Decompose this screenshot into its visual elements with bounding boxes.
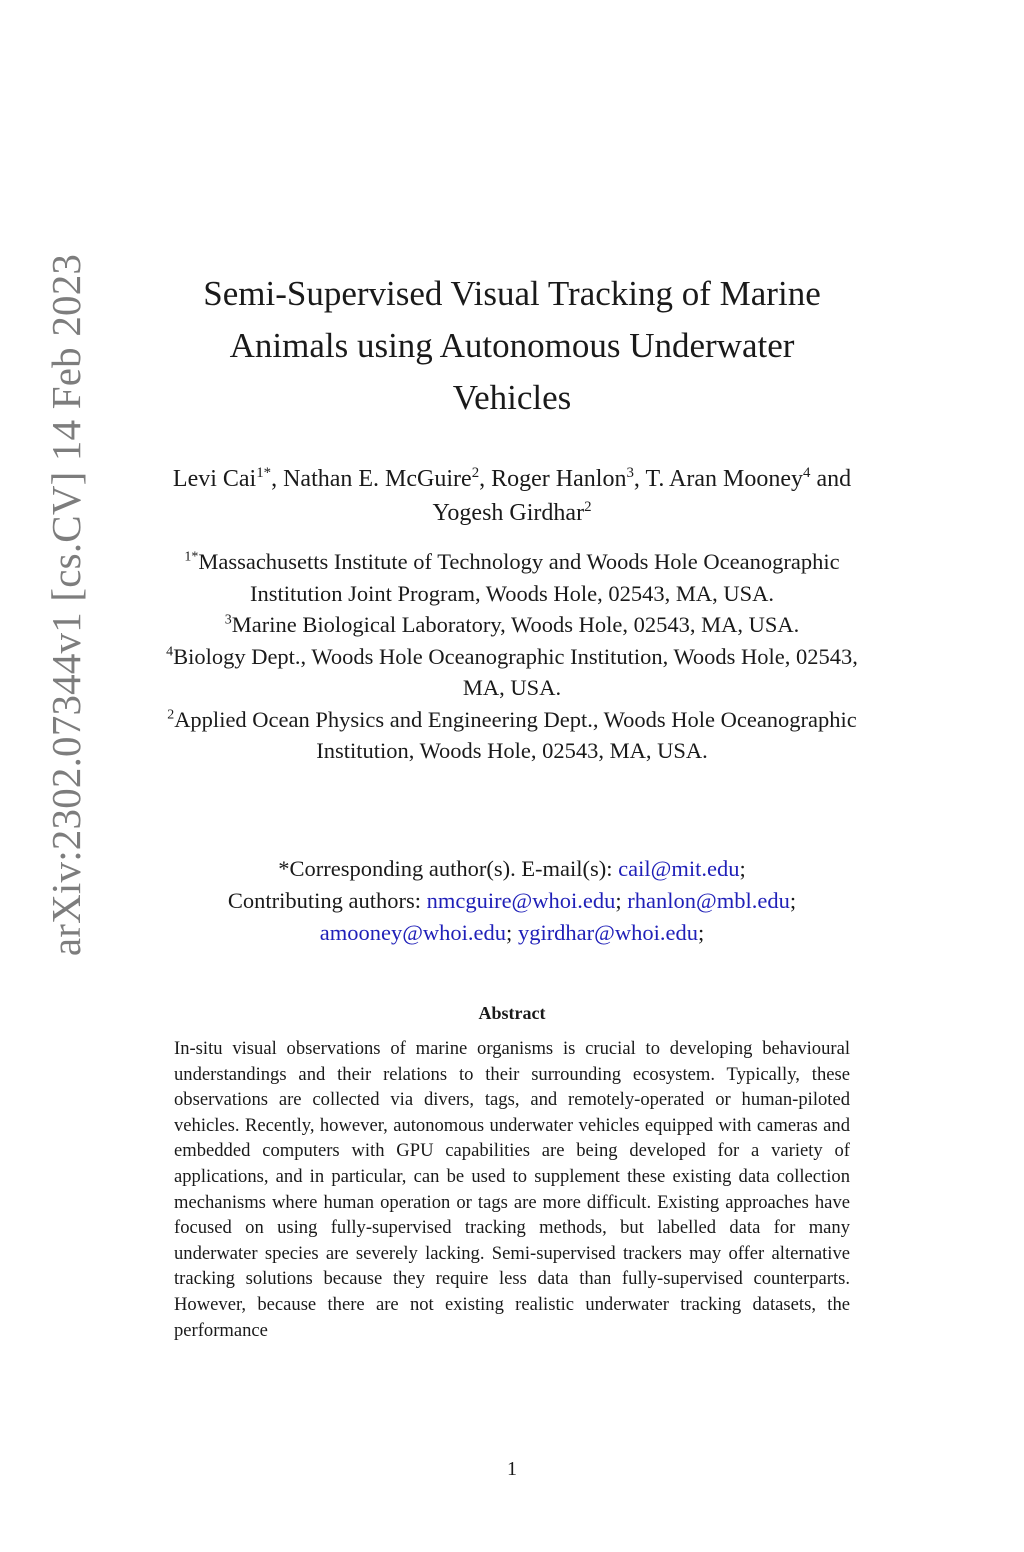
author-name: Roger Hanlon [491, 466, 627, 492]
corresponding-author-line [160, 853, 864, 885]
affiliation-text: Massachusetts Institute of Technology and Woods Hole Oceanographic Institution Joint Program, Woods Hole, 02543, MA, USA. [198, 549, 840, 606]
author-name: Levi Cai [172, 466, 257, 492]
email-link-amooney[interactable]: amooney@whoi.edu [319, 920, 507, 945]
abstract-body: In-situ visual observations of marine organisms is crucial to developing behavioural understandings and their relations to their surrounding ecosystem. Typically, these observations are collected via divers, tags, and remotely-operated or human-piloted vehicles. Recently, however, autonomous underwater vehicles equipped with cameras and embedded computers with GPU capabilities are being developed for a variety of applications, and in particular, can be used to supplement these existing data collection mechanisms where human operation or tags are more difficult. Existing approaches have focused on using fully-supervised tracking methods, but labelled data for many underwater species are severely lacking. Semi-supervised trackers may offer alternative tracking solutions because they require less data than fully-supervised counterparts. However, because there are not existing realistic underwater tracking datasets, the performance [174, 1038, 850, 1341]
affiliation [160, 704, 864, 767]
affiliation [160, 641, 864, 704]
author-name: Yogesh Girdhar [432, 500, 585, 526]
author-affil-marker: 3 [626, 465, 634, 481]
affiliation-text: Biology Dept., Woods Hole Oceanographic Institution, Woods Hole, 02543, MA, USA. [173, 643, 858, 700]
author-separator: , [633, 466, 646, 492]
contributing-authors-line-2 [160, 917, 864, 949]
affiliation-text: Applied Ocean Physics and Engineering Dept., Woods Hole Oceanographic Institution, Woods Hole, 02543, MA, USA. [174, 706, 857, 763]
affiliation-list [160, 546, 864, 767]
corresponding-label: *Corresponding author(s). E-mail(s): [278, 856, 619, 881]
paper-title [160, 268, 864, 424]
email-separator: ; [789, 888, 797, 913]
affiliation-marker: 1* [184, 549, 199, 565]
author-affil-marker: 1* [256, 465, 272, 481]
contributing-label: Contributing authors: [227, 888, 427, 913]
arxiv-watermark: arXiv:2302.07344v1 [cs.CV] 14 Feb 2023 [43, 253, 89, 957]
email-separator: ; [739, 856, 746, 881]
email-separator: ; [615, 888, 622, 913]
author-name: Nathan E. McGuire [283, 466, 472, 492]
author-separator: , [479, 466, 492, 492]
email-link-ygirdhar[interactable]: ygirdhar@whoi.edu [517, 920, 698, 945]
title-line-1: Semi-Supervised Visual Tracking of Marine [203, 274, 821, 313]
affiliation [160, 609, 864, 641]
page-number: 1 [507, 1458, 517, 1480]
contributing-authors-line [160, 885, 864, 917]
email-separator: ; [698, 920, 705, 945]
title-line-3: Vehicles [452, 378, 572, 417]
email-link-rhanlon[interactable]: rhanlon@mbl.edu [627, 888, 790, 913]
author-affil-marker: 2 [584, 499, 592, 515]
author-affil-marker: 4 [803, 465, 811, 481]
email-link-nmcguire[interactable]: nmcguire@whoi.edu [426, 888, 616, 913]
author-affil-marker: 2 [471, 465, 480, 481]
author-list [160, 462, 864, 530]
affiliation [160, 546, 864, 609]
affiliation-marker: 3 [224, 612, 232, 628]
affiliation-text: Marine Biological Laboratory, Woods Hole, 02543, MA, USA. [231, 612, 800, 637]
author-separator: , [271, 466, 284, 492]
contact-info [160, 853, 864, 949]
email-separator: ; [506, 920, 513, 945]
title-line-2: Animals using Autonomous Underwater [229, 326, 795, 365]
affiliation-marker: 2 [167, 707, 175, 722]
affiliation-marker: 4 [166, 644, 174, 659]
abstract-heading: Abstract [478, 1003, 546, 1023]
author-name: T. Aran Mooney [645, 466, 803, 492]
email-link-cail[interactable]: cail@mit.edu [618, 856, 740, 881]
author-conjunction: and [810, 466, 852, 492]
